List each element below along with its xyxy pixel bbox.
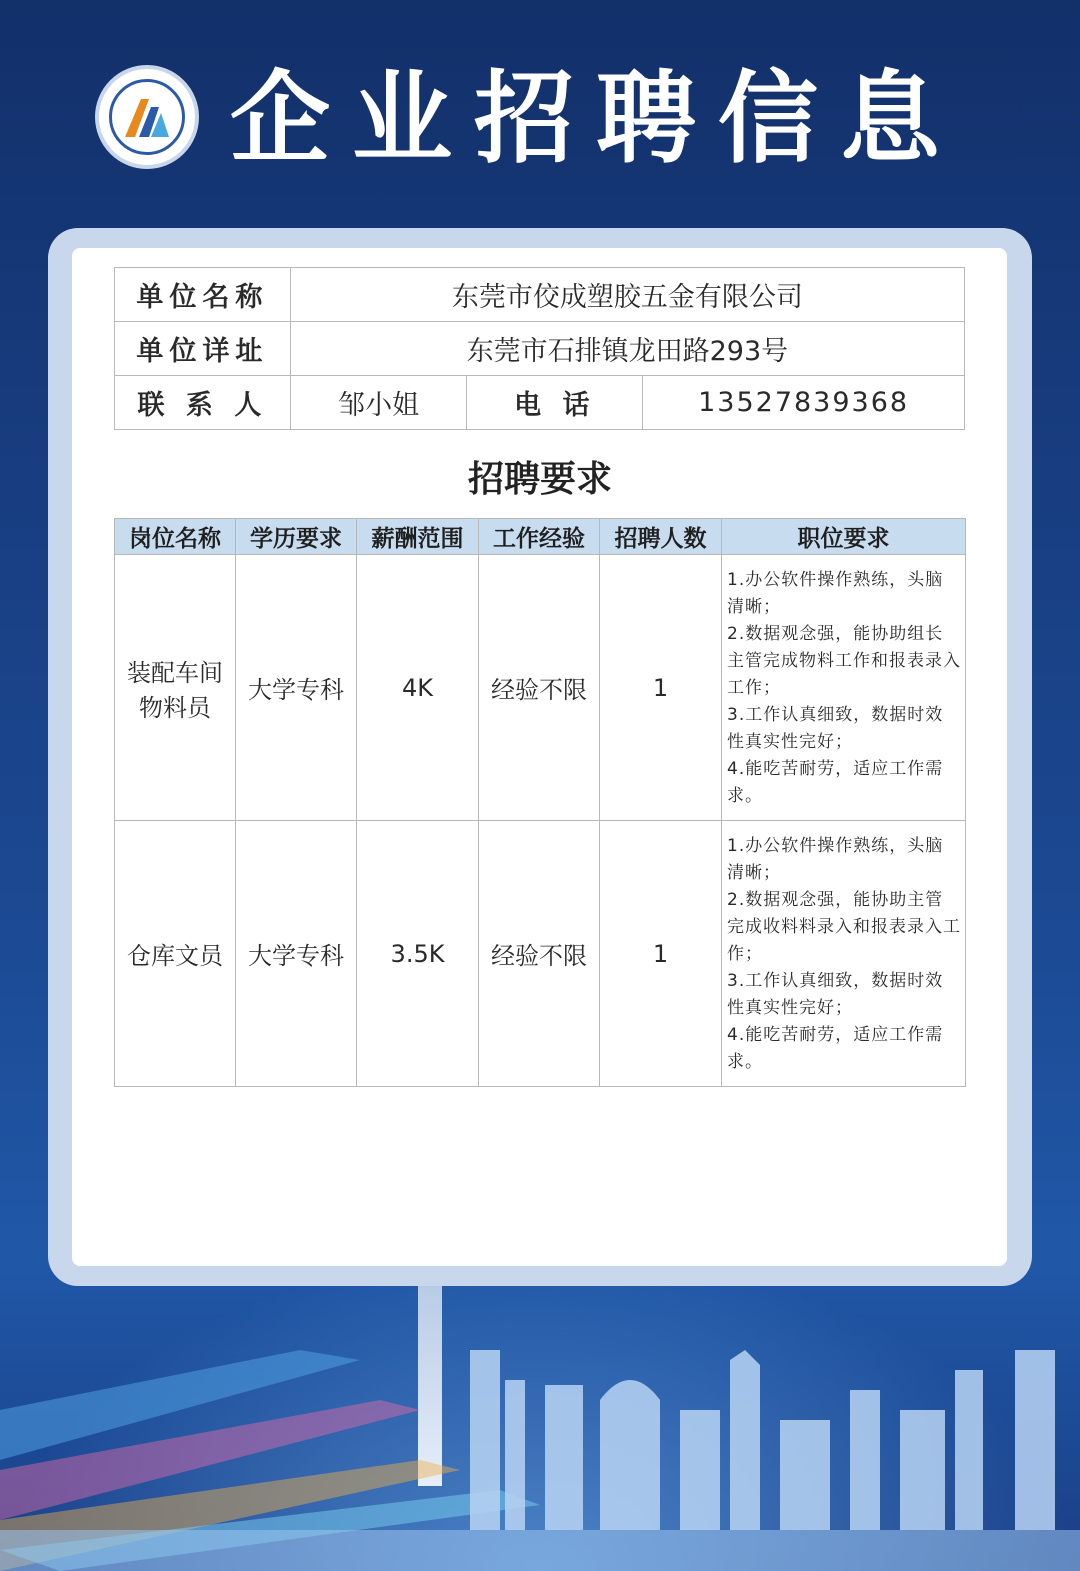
education-cell: 大学专科 [236,555,357,821]
phone-label: 电 话 [467,376,643,430]
bureau-logo [95,65,199,169]
logo-mark-icon [121,93,173,141]
contact-row [115,376,965,430]
city-skyline-illustration [0,1290,1080,1571]
company-address: 东莞市石排镇龙田路293号 [290,322,964,376]
jobs-header-row [115,519,966,555]
duty-item: 4.能吃苦耐劳，适应工作需求。 [727,759,944,806]
jobs-table [114,518,966,1087]
duty-item: 2.数据观念强，能协助组长主管完成物料工作和报表录入工作； [727,624,961,698]
position-name-line: 物料员 [139,693,211,722]
contact-name: 邹小姐 [290,376,467,430]
duty-item: 3.工作认真细致，数据时效性真实性完好； [727,705,944,752]
duty-item: 1.办公软件操作熟练，头脑清晰； [727,836,944,883]
experience-cell: 经验不限 [479,821,600,1087]
count-cell: 1 [600,821,722,1087]
count-cell: 1 [600,555,722,821]
education-cell: 大学专科 [236,821,357,1087]
duty-item: 1.办公软件操作熟练，头脑清晰； [727,570,944,617]
position-cell [115,555,236,821]
position-cell [115,821,236,1087]
page-title: 企业招聘信息 [230,59,962,177]
duties-cell [722,821,966,1087]
col-header-position: 岗位名称 [115,519,236,555]
duty-item: 2.数据观念强，能协助主管完成收料料录入和报表录入工作； [727,890,961,964]
col-header-salary: 薪酬范围 [357,519,479,555]
company-info-table [114,267,965,430]
company-address-row [115,322,965,376]
contact-label: 联 系 人 [115,376,291,430]
salary-cell: 3.5K [357,821,479,1087]
company-name: 东莞市佼成塑胶五金有限公司 [290,268,964,322]
col-header-duties: 职位要求 [722,519,966,555]
requirements-title: 招聘要求 [467,459,612,500]
table-row [115,555,966,821]
table-row [115,821,966,1087]
duties-cell [722,555,966,821]
phone-number[interactable]: 13527839368 [643,376,965,430]
duty-item: 3.工作认真细致，数据时效性真实性完好； [727,971,944,1018]
salary-cell: 4K [357,555,479,821]
company-name-row [115,268,965,322]
company-address-label: 单位详址 [115,322,291,376]
col-header-education: 学历要求 [236,519,357,555]
company-name-label: 单位名称 [115,268,291,322]
position-name-line: 仓库文员 [127,942,223,970]
col-header-experience: 工作经验 [479,519,600,555]
col-header-count: 招聘人数 [600,519,722,555]
position-name-line: 装配车间 [127,658,223,687]
duty-item: 4.能吃苦耐劳，适应工作需求。 [727,1025,944,1072]
experience-cell: 经验不限 [479,555,600,821]
